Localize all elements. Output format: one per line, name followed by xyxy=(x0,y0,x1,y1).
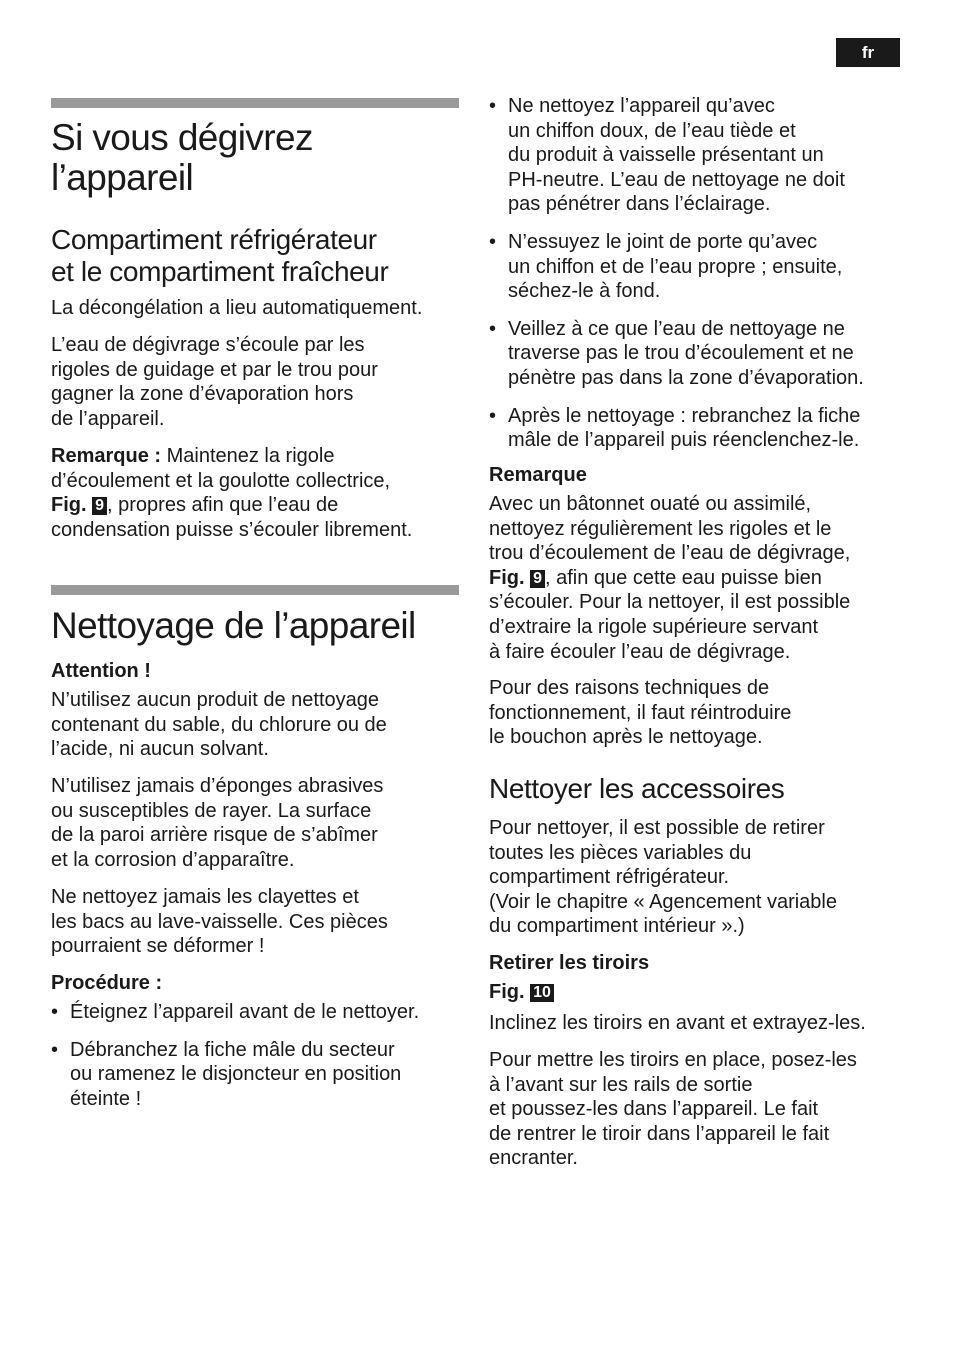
remark-gutter: Remarque : Maintenez la rigole d’écoulement et la goulotte collectrice, Fig. 9 , propres afin que l’eau de condensation puisse s’écouler librement. xyxy=(51,445,413,541)
figure-ref-label: Fig. xyxy=(489,981,525,1003)
figure-number-badge: 9 xyxy=(530,570,545,588)
remark-label: Remarque xyxy=(489,464,587,486)
list-item: • N’essuyez le joint de porte qu’avec un chiffon et de l’eau propre ; ensuite, séchez-le à fond. xyxy=(489,230,864,304)
procedure-list xyxy=(51,1000,419,1111)
subsection-title-accessories: Nettoyer les accessoires xyxy=(489,773,785,804)
list-item: • Ne nettoyez l’appareil qu’avec un chiffon doux, de l’eau tiède et du produit à vaisselle présentant un PH-neutre. L’eau de nettoyage ne doit pas pénétrer dans l’éclairage. xyxy=(489,94,864,217)
list-item: • Débranchez la fiche mâle du secteur ou ramenez le disjoncteur en position éteinte ! xyxy=(51,1038,419,1112)
paragraph-sponges: N’utilisez jamais d’éponges abrasives ou susceptibles de rayer. La surface de la paroi arrière risque de s’abîmer et la corrosion d’apparaître. xyxy=(51,775,384,871)
cleaning-steps-list xyxy=(489,94,864,453)
list-item: • Après le nettoyage : rebranchez la fiche mâle de l’appareil puis réenclenchez-le. xyxy=(489,404,864,453)
paragraph-technical: Pour des raisons techniques de fonctionnement, il faut réintroduire le bouchon après le nettoyage. xyxy=(489,677,792,749)
attention-label: Attention ! xyxy=(51,660,151,682)
paragraph-tilt-drawers: Inclinez les tiroirs en avant et extrayez-les. xyxy=(489,1012,866,1034)
remark-label: Remarque : xyxy=(51,445,162,467)
figure-ref-label: Fig. xyxy=(51,494,87,517)
paragraph-attention: N’utilisez aucun produit de nettoyage contenant du sable, du chlorure ou de l’acide, ni aucun solvant. xyxy=(51,689,387,761)
figure-ref-label: Fig. xyxy=(489,566,525,589)
section-rule xyxy=(51,585,459,595)
paragraph-defrost-water: L’eau de dégivrage s’écoule par les rigoles de guidage et par le trou pour gagner la zone d’évaporation hors de l’appareil. xyxy=(51,334,378,430)
section-rule xyxy=(51,98,459,108)
paragraph-remark-cotton: Avec un bâtonnet ouaté ou assimilé, nettoyez régulièrement les rigoles et le trou d’écoulement de l’eau de dégivrage, Fig. 9 , afin que cette eau puisse bien s’écouler. Pour la nettoyer, il est possible d’extraire la rigole supérieure servant à faire écouler l’eau de dégivrage. xyxy=(489,493,851,663)
subsection-title-fridge: Compartiment réfrigérateur et le compartiment fraîcheur xyxy=(51,224,389,287)
section-title-cleaning: Nettoyage de l’appareil xyxy=(51,605,416,646)
list-item: • Éteignez l’appareil avant de le nettoyer. xyxy=(51,1000,419,1025)
drawers-figure-ref xyxy=(489,980,554,1005)
paragraph-insert-drawers: Pour mettre les tiroirs en place, posez-les à l’avant sur les rails de sortie et poussez-les dans l’appareil. Le fait de rentrer le tiroir dans l’appareil le fait encranter. xyxy=(489,1049,857,1170)
paragraph-accessories: Pour nettoyer, il est possible de retirer toutes les pièces variables du compartiment réfrigérateur. (Voir le chapitre « Agencement variable du compartiment intérieur ».) xyxy=(489,817,837,938)
paragraph-auto-defrost: La décongélation a lieu automatiquement. xyxy=(51,297,423,319)
language-tab: fr xyxy=(836,38,900,67)
paragraph-dishwasher: Ne nettoyez jamais les clayettes et les bacs au lave-vaisselle. Ces pièces pourraient se déformer ! xyxy=(51,886,388,958)
list-item: • Veillez à ce que l’eau de nettoyage ne traverse pas le trou d’écoulement et ne pénètre pas dans la zone d’évaporation. xyxy=(489,317,864,391)
figure-number-badge: 10 xyxy=(530,984,554,1002)
procedure-label: Procédure : xyxy=(51,972,163,994)
section-title-defrost: Si vous dégivrez l’appareil xyxy=(51,117,313,198)
figure-number-badge: 9 xyxy=(92,497,107,515)
drawers-heading: Retirer les tiroirs xyxy=(489,952,650,974)
